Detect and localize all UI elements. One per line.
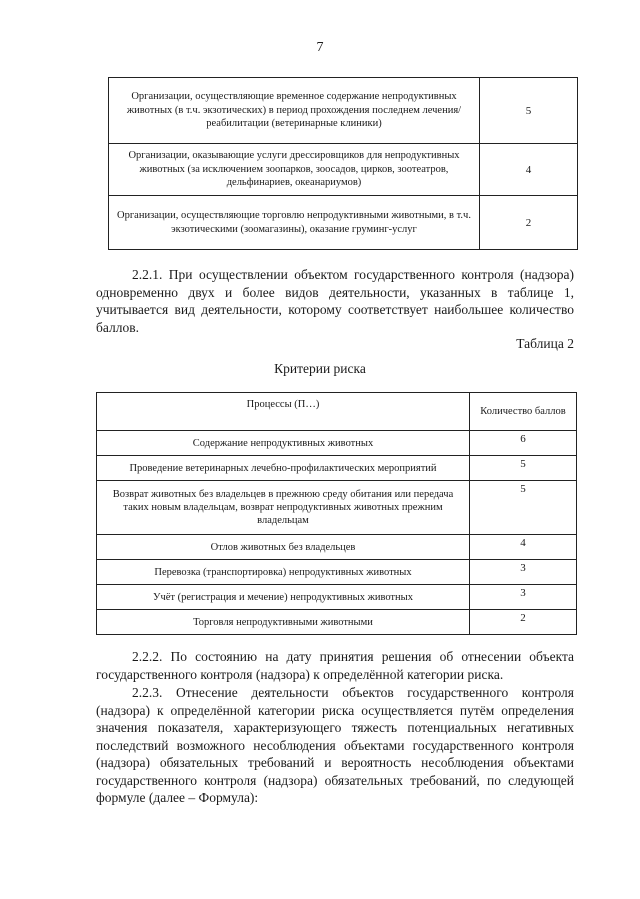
table-row — [97, 431, 577, 456]
paragraph-2-2-2: 2.2.2. По состоянию на дату принятия решения об отнесении объекта государственного контроля (надзора) к определённой категории риска. — [96, 649, 574, 682]
activity-description: Организации, оказывающие услуги дрессировщиков для непродуктивных животных (за исключением зоопарков, зоосадов, цирков, зоотеатров, дельфинариев, океанариумов) — [109, 144, 480, 196]
process-score: 5 — [470, 456, 577, 481]
table-row — [109, 78, 578, 144]
paragraph-2-2-1: 2.2.1. При осуществлении объектом государственного контроля (надзора) одновременно двух и более видов деятельности, указанных в таблице 1, учитывается вид деятельности, которому соответствует наибольшее количество баллов. — [96, 267, 574, 335]
table-row — [97, 481, 577, 535]
process-name: Проведение ветеринарных лечебно-профилактических мероприятий — [97, 456, 470, 481]
table-row — [97, 456, 577, 481]
table-row — [97, 610, 577, 635]
process-name: Перевозка (транспортировка) непродуктивных животных — [97, 560, 470, 585]
paragraph-2-2-3: 2.2.3. Отнесение деятельности объектов государственного контроля (надзора) к определённой категории риска осуществляется путём определения значения показателя, характеризующего тяжесть потенциальных негативных последствий возможного несоблюдения объектами государственного контроля (надзора) обязательных требований и вероятность несоблюдения объектами государственного контроля (надзора) обязательных требований, по следующей формуле (далее – Формула): — [96, 685, 574, 805]
activity-description: Организации, осуществляющие временное содержание непродуктивных животных (в т.ч. экзотических) в период прохождения последнем лечения/реабилитации (ветеринарные клиники) — [109, 78, 480, 144]
table2-label: Таблица 2 — [516, 336, 574, 351]
header-process: Процессы (П…) — [97, 393, 470, 431]
process-name: Содержание непродуктивных животных — [97, 431, 470, 456]
process-name: Учёт (регистрация и мечение) непродуктивных животных — [97, 585, 470, 610]
process-score: 5 — [470, 481, 577, 535]
process-name: Возврат животных без владельцев в прежнюю среду обитания или передача таких новым владельцам, возврат непродуктивных животных прежним владельцам — [97, 481, 470, 535]
activity-types-table — [108, 77, 578, 250]
process-name: Отлов животных без владельцев — [97, 535, 470, 560]
activity-description: Организации, осуществляющие торговлю непродуктивными животными, в т.ч. экзотическими (зоомагазины), оказание груминг-услуг — [109, 196, 480, 250]
table-row — [97, 585, 577, 610]
table-header-row — [97, 393, 577, 431]
risk-criteria-table — [96, 392, 577, 635]
page-number: 7 — [316, 40, 324, 55]
process-score: 3 — [470, 585, 577, 610]
activity-score: 4 — [480, 144, 578, 196]
process-score: 4 — [470, 535, 577, 560]
table2-title: Критерии риска — [274, 361, 366, 376]
table-row — [97, 560, 577, 585]
table-row — [97, 535, 577, 560]
table-row — [109, 196, 578, 250]
header-score: Количество баллов — [470, 393, 577, 431]
process-score: 3 — [470, 560, 577, 585]
process-score: 2 — [470, 610, 577, 635]
process-score: 6 — [470, 431, 577, 456]
table-row — [109, 144, 578, 196]
activity-score: 2 — [480, 196, 578, 250]
process-name: Торговля непродуктивными животными — [97, 610, 470, 635]
activity-score: 5 — [480, 78, 578, 144]
